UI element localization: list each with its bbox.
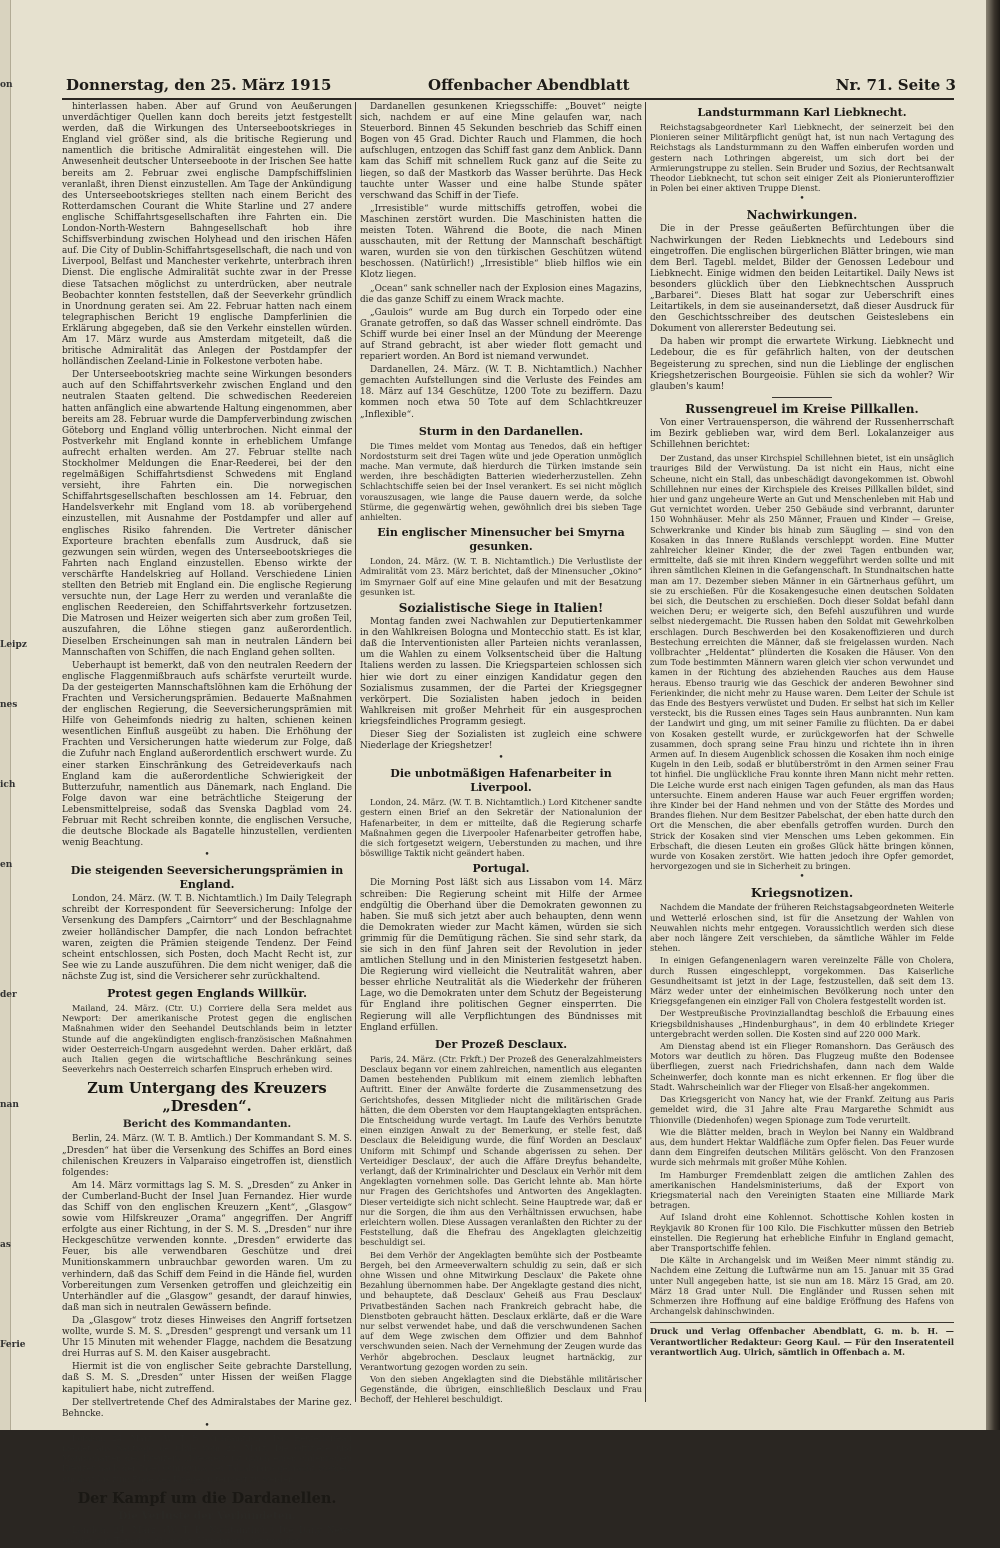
article-paragraph: Bei dem Verhör der Angeklagten bemühte sich der Postbeamte Bergeh, bei den Armeeverwaltern schuldig zu sein, daß er sich ohne Wissen und ohne Mitwirkung Desclaux' die Pakete ohne Bezahlung übernommen habe. Der Angeklagte gestand dies nicht, und behauptete, daß Desclaux' Geheiß aus Frau Desclaux' Privatbeständen Sachen nach Frankreich gebracht habe, die Dienstboten gebraucht hätten. Desclaux erklärte, daß er die Ware nur selbst verwendet habe, und daß die verschwundenen Sachen auf dem Wege zwischen dem Offizier und dem Bahnhof verschwunden seien. Nach der Vernehmung der Zeugen wurde das Verhör abgebrochen. Desclaux leugnet hartnäckig, zur Verantwortung gezogen worden zu sein. xyxy=(360,1249,642,1372)
article-paragraph: Dieser Sieg der Sozialisten ist zugleich eine schwere Niederlage der Kriegshetzer! xyxy=(360,730,642,752)
article-paragraph: Da „Glasgow“ trotz dieses Hinweises den Angriff fortsetzen wollte, wurde S. M. S. „Dresden“ gesprengt und versank um 11 Uhr 15 Minuten mit wehender Flagge, nachdem die Besatzung drei Hurras auf S. M. den Kaiser ausgebracht. xyxy=(62,1315,352,1360)
article-paragraph: London, 24. März. (W. T. B. Nichtamtlich.) Das Reuterbureau meldet aus Santiago de Chile vom 22. März: Die Offiziere und Mannschaften des Kreuzers „Dresden“ ist durch einen chilenischen Kreuzer nach der Insel Quiriquina bei Talcahuano gebracht worden, um dort bis zum Ende des Krieges interniert zu werden. xyxy=(62,1432,352,1484)
headline-russengreuel: Russengreuel im Kreise Pillkallen. xyxy=(685,401,919,416)
article-paragraph: Der stellvertretende Chef des Admiralstabes der Marine gez. Behncke. xyxy=(62,1397,352,1419)
article-paragraph: London, 24. März. (W. T. B. Nichtamtlich.) Im Daily Telegraph schreibt der Korrespondent für Seeversicherung: Infolge der Versenkung des Dampfers „Cairntorr“ und der Beschlagnahme zweier holländischer Dampfer, die nach London befrachtet waren, zeigten die Prämien steigende Tendenz. Der Feind scheint entschlossen, sich Posten, doch Macht Recht ist, zur See wie zu Lande auszuführen. Die dem nicht weniger, daß die nächste Zug ist, sind die Versicherer sehr zurückhaltend. xyxy=(62,894,352,982)
headline-seeversicherung: Die steigenden Seeversicherungsprämien in England. xyxy=(70,864,344,892)
article-paragraph: „Ocean“ sank schneller nach der Explosion eines Magazins, die das ganze Schiff zu einem Wrack machte. xyxy=(360,283,642,305)
article-paragraph: Ueberhaupt ist bemerkt, daß von den neutralen Reedern der englische Flaggenmißbrauch aufs schärfste verurteilt wurde. Da der gesteigerten Mannschaftslöhnen kam die Erhöhung der Frachten und Versicherungsprämien. Bedauerte Maßnahmen der englischen Regierung, die Seeversicherungsprämien mit Hilfe von Geheimfonds niedrig zu halten, schienen keinen wesentlichen Einfluß ausgeübt zu haben. Die Erhöhung der Frachten und Versicherungen hatte wiederum zur Folge, daß die Zufuhr nach England außerordentlich erschwert wurde. Zu einer starken Einschränkung des Getreideverkaufs nach England kam die außerordentliche Schwierigkeit der Butterzufuhr, namentlich aus Dänemark, nach England. Die Folge davon war eine beträchtliche Steigerung der Lebensmittelpreise, sodaß das Svenska Dagblad vom 24. Februar mit Recht schreiben konnte, die englischen Versuche, die deutsche Blockade als Bagatelle hinzustellen, verdienten wenig Beachtung. xyxy=(62,660,352,849)
separator-dot: • xyxy=(204,850,210,861)
headline-prozess-desclaux: Der Prozeß Desclaux. xyxy=(434,1037,568,1051)
article-paragraph: Von den sieben Angeklagten sind die Diebstähle militärischer Gegenstände, die übrigen, einschließlich Desclaux und Frau Bechoff, der Hehlerei beschuldigt. xyxy=(360,1374,642,1405)
article-paragraph: London, 24. März. (W. T. B. Nichtamtlich.) Lord Kitchener sandte gestern einen Brief an den Sekretär der Nationalunion der Hafenarbeiter, in dem er mitteilte, daß die Regierung scharfe Maßnahmen gegen die Liverpooler Hafenarbeiter getroffen habe, die sich fortgesetzt weigern, Ueberstunden zu machen, und ihre böswillige Taktik nicht geändert haben. xyxy=(360,797,642,859)
article-paragraph: Der Unterseebootskrieg machte seine Wirkungen besonders auch auf den Schiffahrtsverkehr zwischen England und den neutralen Staaten geltend. Die schwedischen Reedereien hatten anfänglich eine abwartende Haltung eingenommen, aber bereits am 28. Februar wurde die Dampferverbindung zwischen Göteborg und England völlig unterbrochen. Nicht einmal der Postverkehr mit England konnte in erheblichem Umfange aufrecht erhalten werden. Am 27. Februar stellte nach Stockholmer Meldungen die Enar-Reederei, bei der den regelmäßigen Schiffahrtsdienst Schwedens mit England versieht, ihre Fahrten ein. Die norwegischen Schiffahrtsgesellschaften beschlossen am 14. Februar, den Handelsverkehr mit England vom 18. ab vorübergehend einzustellen, mit Ausnahme der Postdampfer und aller auf englisches Risiko fahrenden. Die Vertreter dänischer Exporteure brachten ebenfalls zum Ausdruck, daß sie gezwungen sein würden, wegen des Unterseebootskrieges die Fahrten nach England einzustellen. Ebenso wirkte der verschärfte Handelskrieg auf Holland. Verschiedene Linien stellten den Betrieb mit England ein. Die englische Regierung versuchte nun, der Lage Herr zu werden und veranlaßte die englischen Reedereien, den Schiffahrtsverkehr fortzusetzen. Die Matrosen und Heizer weigerten sich aber zum großen Teil, auszufahren, die Löhne stiegen ganz außerordentlich. Dieselben Erscheinungen sah man in neutralen Ländern bei Mannschaften von Schiffen, die nach England gehen sollten. xyxy=(62,370,352,658)
subheadline-verluste: Die Verluste der Verbündeten. xyxy=(118,1509,296,1522)
headline-nachwirkungen: Nachwirkungen. xyxy=(746,208,858,223)
article-paragraph: Am 14. März vormittags lag S. M. S. „Dresden“ zu Anker in der Cumberland-Bucht der Insel Juan Fernandez. Hier wurde das Schiff von den englischen Kreuzern „Kent“, „Glasgow“ sowie vom Hilfskreuzer „Orama“ angegriffen. Der Angriff erfolgte aus einer Richtung, in der S. M. S. „Dresden“ nur ihre Heckgeschütze verwenden konnte. „Dresden“ erwiderte das Feuer, bis alle verwendbaren Geschütze und drei Munitionskammern unbrauchbar geworden waren. Um zu verhindern, daß das Schiff dem Feind in die Hände fiel, wurden Vorbereitungen zum Versenken getroffen und gleichzeitig ein Unterhändler auf die „Glasgow“ gesandt, der darauf hinwies, daß man sich in neutralen Gewässern befinde. xyxy=(62,1180,352,1313)
edge-fragment: nes xyxy=(0,700,18,710)
masthead-issue-page: Nr. 71. Seite 3 xyxy=(835,76,956,94)
article-paragraph: London, 24. März. (W. T. B. Nichtamtlich.) Die Verlustliste der Admiralität vom 23. März berichtet, daß der Minensucher „Okino“ im Smyrnaer Golf auf eine Mine gelaufen und mit der Besatzung gesunken ist. xyxy=(360,556,642,597)
separator-dot: • xyxy=(498,753,504,764)
article-paragraph: „Gaulois“ wurde am Bug durch ein Torpedo oder eine Granate getroffen, so daß das Wasser schnell eindrömte. Das Schiff wurde bei einer Insel an der Mündung der Meerenge auf Strand gebracht, ist aber wieder flott gemacht und repariert worden. An Bord ist niemand verwundet. xyxy=(360,307,642,363)
headline-sozialistische-siege: Sozialistische Siege in Italien! xyxy=(398,601,604,616)
masthead-date: Donnerstag, den 25. März 1915 xyxy=(66,76,332,94)
edge-fragment: nan xyxy=(0,1100,19,1110)
article-paragraph: Im Hamburger Fremdenblatt zeigen die amtlichen Zahlen des amerikanischen Handelsministeriums, daß der Export von Kriegsmaterial nach den Vereinigten Staaten eine Milliarde Mark betragen. xyxy=(650,1169,954,1211)
article-paragraph: hinterlassen haben. Aber auf Grund von Aeußerungen unverdächtiger Quellen kann doch bereits jetzt festgestellt werden, daß die Wirkungen des Unterseebootskrieges in England viel größer sind, als die britische Regierung und namentlich die britische Admiralität eingestehen will. Die Anwesenheit deutscher Unterseeboote in der Irischen See hatte bereits am 2. Februar zwei englische Dampfschiffslinien veranlaßt, ihren Dienst einzustellen. Am Tage der Ankündigung des Unterseebootskrieges stellten nach einem Bericht des Rotterdamschen Courant die White Starline und 27 andere englische Schiffahrtsgesellschaften ihre Fahrten ein. Die London-North-Western Bahngesellschaft hob ihre Schiffsverbindung zwischen Holyhead und den irischen Häfen auf. Die City of Dublin-Schiffahrtsgesellschaft, die nach und von Liverpool, Belfast und Manchester verkehrte, unterbrach ihren Dienst. Die englische Admiralität suchte zwar in der Presse diese Tatsachen möglichst zu unterdrücken, aber neutrale Beobachter konnten feststellen, daß der Seeverkehr gründlich in Unordnung geraten sei. Am 22. Februar hatten nach einem telegraphischen Bericht 19 englische Dampferlinien die Erklärung abgegeben, daß sie den Verkehr einstellen würden. Am 17. März wurde aus Amsterdam mitgeteilt, daß die britische Admiralität das Anlegen der Postdampfer der holländischen Zeeland-Linie in Folkestone verboten habe. xyxy=(62,102,352,368)
article-paragraph: Am Dienstag abend ist ein Flieger Romanshorn. Das Geräusch des Motors war deutlich zu hören. Das Flugzeug mußte den Bodensee überfliegen, zuerst nach Friedrichshafen, dann nach dem Walde Scheinwerfer, doch konnte man es nicht erkennen. Er flog über die Stadt. Wahrscheinlich war der Flieger von Elsaß-her angekommen. xyxy=(650,1041,954,1092)
article-paragraph: Der Westpreußische Provinziallandtag beschloß die Erbauung eines Kriegsbildnishauses „Hindenburghaus“, in dem 40 erblindete Krieger untergebracht werden sollen. Die Kosten sind auf 220 000 Mark. xyxy=(650,1008,954,1039)
column-3 xyxy=(650,102,954,1408)
article-paragraph: Die Times meldet vom Montag aus Tenedos, daß ein heftiger Nordoststurm seit drei Tagen wüte und jede Operation unmöglich mache. Man vermute, daß hierdurch die Türken imstande sein werden, ihre beschädigten Batterien wiederherzustellen. Zehn Schlachtschiffe seien bei der Insel verankert. Es sei nicht möglich vorauszusagen, wie lange die Pause dauern werde, da solche Stürme, die gegenwärtig wehen, gewöhnlich drei bis sieben Tage anhielten. xyxy=(360,440,642,523)
article-paragraph: Die Morning Post läßt sich aus Lissabon vom 14. März schreiben: Die Regierung scheint mit Hilfe der Armee endgültig die Oberhand über die Demokraten gewonnen zu haben. Sie muß sich jetzt aber auch behaupten, denn wenn die Demokraten wieder zur Macht kämen, würden sie sich grimmig für die Demütigung rächen. Sie sind sehr stark, da sie sich in den fünf Jahren seit der Revolution in jeder amtlichen Stellung und in den Ministerien festgesetzt haben. Die Regierung wird vielleicht die Neutralität wahren, aber besser ehrliche Neutralität als die Wiederkehr der früheren Lage, wo die Demokraten unter dem Schutz der Begeisterung für England ihre politischen Gegner einsperrten. Die Regierung will alle Verpflichtungen des Bündnisses mit England erfüllen. xyxy=(360,878,642,1033)
column-rule xyxy=(645,102,646,1402)
article-paragraph: „Irresistible“ wurde mittschiffs getroffen, wobei die Maschinen zerstört wurden. Die Maschinisten hatten die meisten Toten. Während die Boote, die nach Minen ausschauten, mit der Rettung der Mannschaft beschäftigt waren, wurden sie von den türkischen Geschützen wütend beschossen. (Natürlich!) „Irresistible“ blieb hilflos wie ein Klotz liegen. xyxy=(360,203,642,281)
article-paragraph: Reichstagsabgeordneter Karl Liebknecht, der seinerzeit bei den Pionieren seiner Militärpflicht genügt hat, ist nun nach Vertagung des Reichstags als Landsturmmann zu den Waffen einberufen worden und gestern nach Lothringen abgereist, um sich dort bei der Armierungstruppe zu stellen. Sein Bruder und Sozius, der Rechtsanwalt Theodor Liebknecht, tut schon seit einiger Zeit als Pionierunteroffizier in Polen bei einer aktiven Truppe Dienst. xyxy=(650,122,954,194)
subheadline-dresden: Bericht des Kommandanten. xyxy=(122,1118,292,1131)
adjacent-page-edge xyxy=(0,0,27,1430)
article-paragraph: Der Zustand, das unser Kirchspiel Schillehnen bietet, ist ein unsäglich trauriges Bild der Verwüstung. Da ist nicht ein Haus, nicht eine Scheune, nicht ein Stall, das unbeschädigt davongekommen ist. Obwohl Schillehnen nur eines der Kirchspiele des Kreises Pillkallen bildet, sind hier und ganz ungeheure Werte an Gut und Menschenleben mit Hab und Gut vernichtet worden. Ueber 250 Gebäude sind verbrannt, darunter 150 Wohnhäuser. Mehr als 250 Männer, Frauen und Kinder — Greise, Schwerkranke und Kinder bis hinab zum Säugling — sind von den Kosaken in das Innere Rußlands verschleppt worden. Eine Mutter zahlreicher kleiner Kinder, die der zwei Tagen entbunden war, ermittelte, daß sie mit ihren Kindern weggeführt werden sollte und mit ihren sämtlichen Kleinen in die Gefangenschaft. In Stundnaitschen hatte man am 17. Dezember sieben Männer in ein Gärtnerhaus geführt, um sie zu erschießen. Für die Kosakengesuche einen deutschen Soldaten bei sich, die Deutschen zu erschießen. Doch dieser Soldat befahl dann weichen Deru; er weigerte sich, den Befehl auszuführen und wurde selbst niedergemacht. Die Russen haben den Soldat mit Gewehrkolben erschlagen. Durch Beschwerden bei den Kosakenoffizieren und durch Bestechung erreichten die Männer, daß sie freigelassen wurden. Nach vollbrachter „Heldentat“ plünderten die Kosaken die Häuser. Von den zum Tode bestimmten Männern waren gleich vier schon verwundet und kamen in der Richtung des abziehenden Rauches aus dem Hause heraus. Ebenso traurig wie das Geschick der anderen Bewohner sind Ferienkinder, die nicht mehr zu Hause waren. Dem Leiter der Schule ist das Ende des Bestyers verwüstet und Duden. Er selbst hat sich im Keller versteckt, bis die Russen eines Tages sein Haus aunbrannten. Nun kam der Landwirt und ging, um mit seiner Familie zu flüchten. Da er dabei von Kosaken gestellt wurde, er zurückgeworfen hat der Schwelle zusammen, doch sprang seine Frau hinzu und richtete ihn in ihren Armen auf. In diesem Augenblick schossen die Kosaken ihm noch einige Kugeln in den Leib, sodaß er blutüberströmt in den Armen seiner Frau tot hinfiel. Die unglückliche Frau konnte ihren Mann nicht mehr retten. Die Leiche wurde erst nach einigen Tagen gefunden, als man das Haus untersuchte. Einem anderen Hause war auch Feuer ergriffen worden; ihre Kinder bei der Hand nehmen und von der Stätte des Mordes und Brandes fliehen. Nur dem Besitzer Pabelschat, der eben hatte durch den Ort die Menschen, die aber ebenfalls getroffen wurden. Durch den Strick der Kosaken sind vier Menschen ums Leben gekommen. Ein Erbschaft, die diesen Leuten ein großes Glück hätte bringen können, wurde von Kosaken zerstört. Wie hatten jedoch ihre Opfer gemordet, hervorgezogen und sie in Sicherheit zu bringen. xyxy=(650,453,954,872)
article-paragraph: Hiermit ist die von englischer Seite gebrachte Darstellung, daß S. M. S. „Dresden“ unter Hissen der weißen Flagge kapituliert habe, nicht zutreffend. xyxy=(62,1362,352,1395)
separator-dot: • xyxy=(204,1420,210,1431)
publisher-imprint: Druck und Verlag Offenbacher Abendblatt, G. m. b. H. — Verantwortlicher Redakteur: Georg Kaul. — Für den Inseratenteil verantwortlich Aug. Ulrich, sämtlich in Offenbach a. M. xyxy=(650,1322,954,1358)
article-paragraph: Paris, 24. März. (Ctr. Frkft.) Der Prozeß des Generalzahlmeisters Desclaux begann vor einem zahlreichen, namentlich aus eleganten Damen bestehenden Publikum mit einem ziemlich lebhaften Auftritt. Einer der Anwälte forderte die Zusammensetzung des Gerichtshofes, dessen Mitglieder nicht die militärischen Grade hätten, die dem Obersten vor dem Hauptangeklagten entsprächen. Die Entscheidung wurde vertagt. Im Laufe des Verhörs benutzte einen einzigen Anwalt zu der Bemerkung, er stelle fest, daß Desclaux die Beleidigung wurde, die fünf Worden an Desclaux' Uniform mit Schimpf und Schande abgerissen zu sehen. Der Verteidiger Desclaux', der auch die Affäre Dreyfus behandelte, verlangt, daß der Kriminalrichter und Desclaux ein Verhör mit dem Angeklagten vornehmen solle. Das Gericht lehnte ab. Man hörte nur Fragen des Gerichtshofes und Antworten des Angeklagten. Dieser verteidigte sich nicht schlecht. Seine Hauptrede war, daß er nur die Sorgen, die ihm aus den Verhältnissen erwuchsen, habe erleichtern wollen. Diese Aussagen veranlaßten den Richter zu der Feststellung, daß die Ehefrau des Angeklagten gleichzeitig beschuldigt sei. xyxy=(360,1053,642,1248)
article-paragraph: Mailand, 24. März. (Ctr. U.) Corriere della Sera meldet aus Newport: Der amerikanische Protest gegen die englischen Maßnahmen wider den Seehandel Deutschlands beim in letzter Stunde auf die angekündigten englisch-französischen Maßnahmen wider Oesterreich-Ungarn ausgedehnt werden. Daher erklärt, daß auch Italien gegen die wirtschaftliche Beschränkung seines Seeverkehrs nach Oesterreich scharfen Einspruch erheben wird. xyxy=(62,1003,352,1075)
headline-dardanellen: Der Kampf um die Dardanellen. xyxy=(77,1489,337,1507)
headline-kriegsnotizen: Kriegsnotizen. xyxy=(750,885,854,901)
edge-fragment: ich xyxy=(0,780,16,790)
headline-protest: Protest gegen Englands Willkür. xyxy=(107,987,307,1001)
headline-dresden: Zum Untergang des Kreuzers „Dresden“. xyxy=(87,1080,327,1116)
separator-dot: • xyxy=(799,872,805,883)
headline-liebknecht: Landsturmmann Karl Liebknecht. xyxy=(697,106,907,119)
article-paragraph: Da haben wir prompt die erwartete Wirkung. Liebknecht und Ledebour, die es für gefährlich halten, von der deutschen Begeisterung zu sprechen, sind nun die Lieblinge der englischen Kriegshetzerischen Bourgeoisie. Fühlen sie sich da wohler? Wir glauben's kaum! xyxy=(650,337,954,392)
edge-fragment: on xyxy=(0,80,13,90)
article-paragraph: Die Kälte in Archangelsk und im Weißen Meer nimmt ständig zu. Nachdem eine Zeitung die Luftwärme nun am 15. Januar mit 35 Grad unter Null angegeben hatte, ist sie nun am 18. März 15 Grad, am 20. März 18 Grad unter Null. Die Engländer und Russen sehen mit Schmerzen ihre Hoffnung auf eine baldige Eröffnung des Hafens von Archangelsk dahinschwinden. xyxy=(650,1255,954,1317)
headline-hafenarbeiter: Die unbotmäßigen Hafenarbeiter in Liverpool. xyxy=(390,767,612,795)
article-paragraph: Dardanellen, 24. März. (W. T. B. Nichtamtlich.) Nachher gemachten Aufstellungen sind die Verluste des Feindes am 18. März auf 134 Geschütze, 1200 Tote zu beziffern. Dazu kommen noch etwa 50 Tote auf dem Schlachtkreuzer „Inflexible“. xyxy=(360,365,642,420)
article-paragraph: Auf Island droht eine Kohlennot. Schottische Kohlen kosten in Reykjavik 80 Kronen für 100 Kilo. Die Fischkutter müssen den Betrieb einstellen. Die Regierung hat erhebliche Einfuhr in England gemacht, aber Transportschiffe fehlen. xyxy=(650,1212,954,1253)
article-paragraph: Nachdem die Mandate der früheren Reichstagsabgeordneten Weiterle und Wetterlé erloschen sind, ist für die Ansetzung der Wahlen von Neuwahlen nichts mehr entgegen. Voraussichtlich werden sich diese aber noch längere Zeit verschieben, da sämtliche Wähler im Felde stehen. xyxy=(650,902,954,954)
headline-portugal: Portugal. xyxy=(472,862,530,876)
article-paragraph: Von einer Vertrauensperson, die während der Russenherrschaft im Bezirk geblieben war, wird dem Berl. Lokalanzeiger aus Schillehnen berichtet: xyxy=(650,417,954,451)
article-paragraph: Berlin, 24. März. (W. T. B. Amtlich.) Der Kommandant S. M. S. „Dresden“ hat über die Versenkung des Schiffes an Bord eines chilenischen Kreuzers in Valparaiso eingetroffen ist, dienstlich folgendes: xyxy=(62,1134,352,1178)
edge-fragment: Leipz xyxy=(0,640,27,650)
edge-fragment: en xyxy=(0,860,13,870)
article-paragraph: Montag fanden zwei Nachwahlen zur Deputiertenkammer in den Wahlkreisen Bologna und Montecchio statt. Es ist klar, daß die Interventionisten aller Parteien nichts veranlassen, um die Wahlen zu einem Volksentscheid über die Haltung Italiens werden zu lassen. Die Kriegsparteien schlossen sich hier wie dort zu einer einzigen Kandidatur gegen den Sozialismus zusammen, der die Partei der Kriegsgegner verkörpert. Die Sozialisten haben jedoch in beiden Wahlkreisen mit großer Mehrheit für ein ausgesprochen kriegsfeindliches Programm gesiegt. xyxy=(360,617,642,727)
article-paragraph: Dardanellen gesunkenen Kriegsschiffe: „Bouvet“ neigte sich, nachdem er auf eine Mine gelaufen war, nach Steuerbord. Binnen 45 Sekunden beschrieb das Schiff einen Bogen von 45 Grad. Dichter Rauch und Flammen, die hoch aufschlugen, entzogen das Schiff fast ganz dem Anblick. Dann kam das Schiff mit schnellem Ruck ganz auf die Seite zu liegen, so daß der Mastkorb das Wasser berührte. Das Heck tauchte unter Wasser und eine halbe Stunde später verschwand das Schiff in der Tiefe. xyxy=(360,102,642,201)
article-paragraph: In einigen Gefangenenlagern waren vereinzelte Fälle von Cholera, durch Russen eingeschleppt, vorgekommen. Das Kaiserliche Gesundheitsamt ist jetzt in der Lage, festzustellen, daß seit dem 13. März weder unter der einheimischen Bevölkerung noch unter den Kriegsgefangenen ein einziger Fall von Cholera festgestellt worden ist. xyxy=(650,955,954,1007)
column-2 xyxy=(360,102,642,1408)
masthead-paper-name: Offenbacher Abendblatt xyxy=(428,76,630,94)
article-paragraph: London, 24. März. (W. T. B. Nichtamtlich.) Die Daily News meldet aus Tenedos über den Untergang der von der xyxy=(62,1525,352,1547)
headline-sturm: Sturm in den Dardanellen. xyxy=(418,424,584,438)
edge-fragment: Ferie xyxy=(0,1340,26,1350)
column-1 xyxy=(62,102,352,1547)
article-paragraph: Die in der Presse geäußerten Befürchtungen über die Nachwirkungen der Reden Liebknechts und Ledebours sind eingetroffen. Die englischen bürgerlichen Blätter bringen, wie man dem Berl. Tagebl. meldet, Bilder der Genossen Ledebour und Liebknecht. Einige widmen den beiden Leitartikel. Daily News ist besonders glücklich über den Liebknechtschen Ausspruch „Barbarei“. Dieses Blatt hat sogar zur Ueberschrift eines Leitartikels, in dem sie auseinandersetzt, daß dieser Ausdruck für den Geschichtsschreiber des deutschen Geisteslebens ein Dokument von allererster Bedeutung sei. xyxy=(650,224,954,335)
edge-fragment: as xyxy=(0,1240,11,1250)
edge-fragment: der xyxy=(0,990,17,1000)
book-spine-shadow xyxy=(986,0,1000,1430)
separator-dot: • xyxy=(799,194,805,205)
article-paragraph: Das Kriegsgericht von Nancy hat, wie der Frankf. Zeitung aus Paris gemeldet wird, die 31 Jahre alte Frau Margarethe Schmidt aus Thionville (Diedenhofen) wegen Spionage zum Tode verurteilt. xyxy=(650,1094,954,1125)
headline-minensucher: Ein englischer Minensucher bei Smyrna gesunken. xyxy=(377,526,625,554)
masthead-rule xyxy=(62,98,954,100)
column-rule xyxy=(355,102,356,1402)
masthead xyxy=(66,76,956,94)
article-paragraph: Wie die Blätter melden, brach in Weylon bei Nanny ein Waldbrand aus, dem hundert Hektar Waldfläche zum Opfer fielen. Das Feuer wurde dann dem Eingreifen deutschen Militärs gelöscht. Von den Franzosen wurde sich mehrmals mit großer Mühe Kohlen. xyxy=(650,1126,954,1168)
separator-rule xyxy=(772,397,832,398)
